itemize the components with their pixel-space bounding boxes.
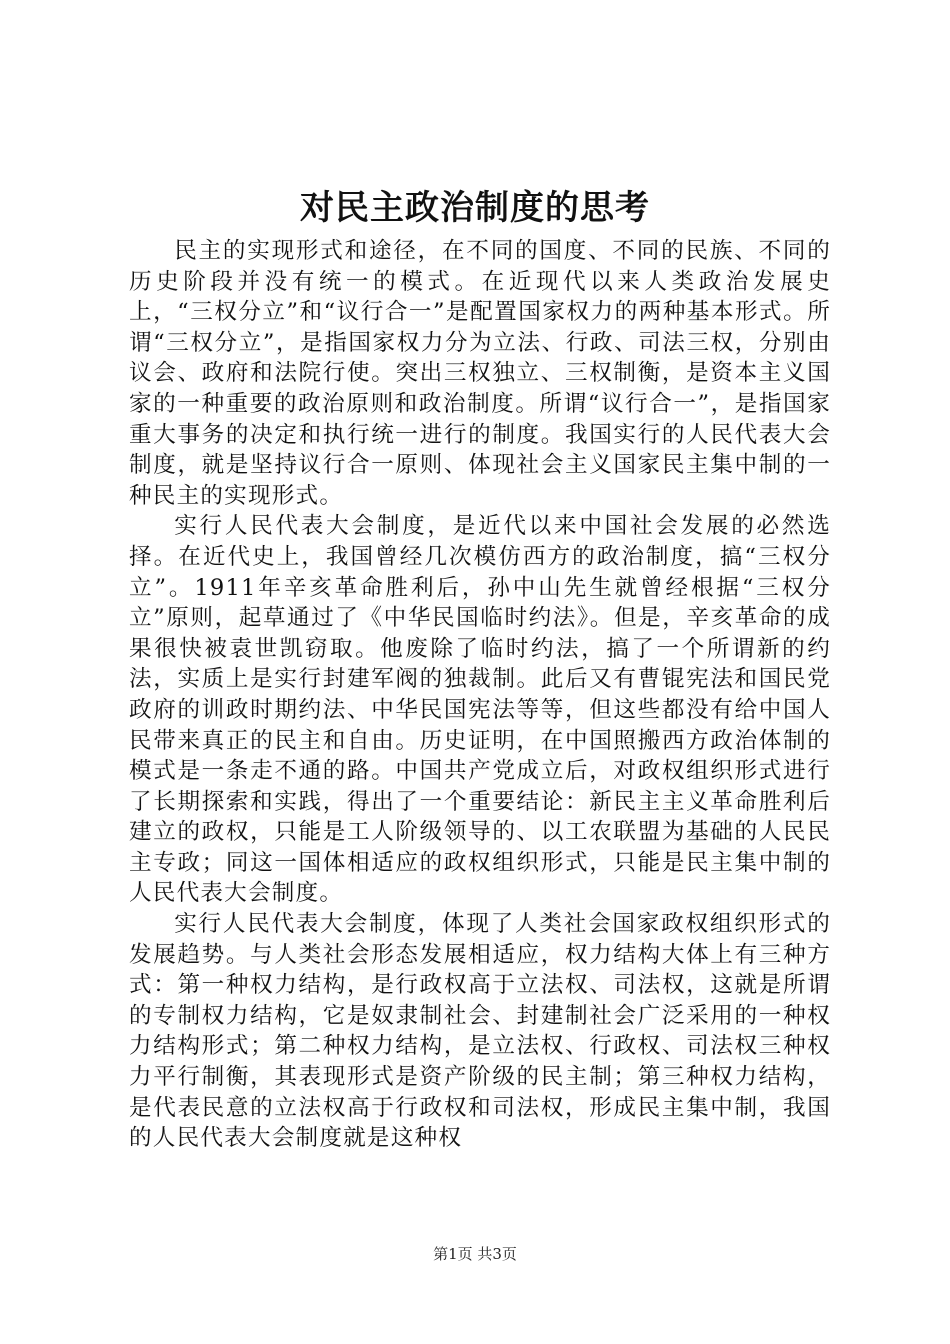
document-title: 对民主政治制度的思考 <box>300 188 650 228</box>
paragraph-3: 实行人民代表大会制度，体现了人类社会国家政权组织形式的发展趋势。与人类社会形态发展相适应，权力结构大体上有三种方式：第一种权力结构，是行政权高于立法权、司法权，这就是所谓的专制权力结构，它是奴隶制社会、封建制社会广泛采用的一种权力结构形式；第二种权力结构，是立法权、行政权、司法权三种权力平行制衡，其表现形式是资产阶级的民主制；第三种权力结构，是代表民意的立法权高于行政权和司法权，形成民主集中制，我国的人民代表大会制度就是这种权 <box>129 911 831 1152</box>
paragraph-1: 民主的实现形式和途径，在不同的国度、不同的民族、不同的历史阶段并没有统一的模式。在近现代以来人类政治发展史上，“三权分立”和“议行合一”是配置国家权力的两种基本形式。所谓“三权分立”，是指国家权力分为立法、行政、司法三权，分别由议会、政府和法院行使。突出三权独立、三权制衡，是资本主义国家的一种重要的政治原则和政治制度。所谓“议行合一”，是指国家重大事务的决定和执行统一进行的制度。我国实行的人民代表大会制度，就是坚持议行合一原则、体现社会主义国家民主集中制的一种民主的实现形式。 <box>129 238 831 509</box>
document-body <box>129 236 831 1154</box>
page-number-footer: 第1页 共3页 <box>433 1245 517 1263</box>
paragraph-2: 实行人民代表大会制度，是近代以来中国社会发展的必然选择。在近代史上，我国曾经几次模仿西方的政治制度，搞“三权分立”。1911年辛亥革命胜利后，孙中山先生就曾经根据“三权分立”原则，起草通过了《中华民国临时约法》。但是，辛亥革命的成果很快被袁世凯窃取。他废除了临时约法，搞了一个所谓新的约法，实质上是实行封建军阀的独裁制。此后又有曹锟宪法和国民党政府的训政时期约法、中华民国宪法等等，但这些都没有给中国人民带来真正的民主和自由。历史证明，在中国照搬西方政治体制的模式是一条走不通的路。中国共产党成立后，对政权组织形式进行了长期探索和实践，得出了一个重要结论：新民主主义革命胜利后建立的政权，只能是工人阶级领导的、以工农联盟为基础的人民民主专政；同这一国体相适应的政权组织形式，只能是民主集中制的人民代表大会制度。 <box>129 513 831 907</box>
